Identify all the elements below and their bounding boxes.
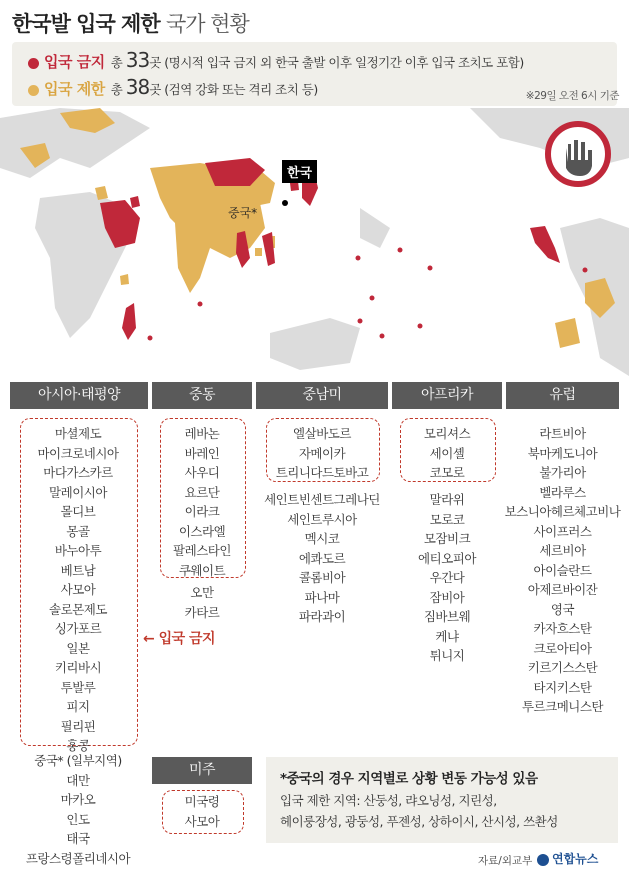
legend-ban: 입국 금지 총 33곳 (명시적 입국 금지 외 한국 출발 이후 일정기간 이후 입국 조치도 포함): [28, 48, 524, 72]
logo-icon: [537, 854, 549, 866]
yonhap-logo: 연합뉴스: [537, 850, 598, 867]
asia-restrict-list: 중국* (일부지역) 대만 마카오 인도 태국 프랑스령폴리네시아: [25, 753, 131, 866]
americas-restrict-list: 세인트빈센트그레나딘 세인트루시아 멕시코 에콰도르 콜롬비아 파나마 파라과이: [264, 492, 380, 624]
china-label: 중국*: [228, 206, 258, 220]
europe-restrict-list: 라트비아 북마케도니아 불가리아 벨라루스 보스니아헤르체고비나 사이프러스 세르비아 아이슬란드 아제르바이잔 영국 카자흐스탄 크로아티아 키르기스스탄 타지키스탄 투르크메니스탄: [504, 426, 621, 714]
ban-dot-icon: [28, 58, 39, 69]
legend-restrict: 입국 제한 총 38곳 (검역 강화 또는 격리 조치 등): [28, 75, 318, 99]
mideast-ban-list: 레바논 바레인 사우디 요르단 이라크 이스라엘 팔레스타인 쿠웨이트: [173, 426, 231, 578]
mideast-restrict-list: 오만 카타르: [184, 585, 220, 620]
korea-label: 한국: [282, 160, 317, 183]
africa-ban-list: 모리셔스 세이셸 코모로: [423, 426, 471, 480]
timestamp-note: ※29일 오전 6시 기준: [525, 90, 619, 102]
usa-ban-list: 미국령 사모아: [184, 794, 220, 829]
region-header-usa: 미주: [152, 757, 252, 784]
restrict-dot-icon: [28, 85, 39, 96]
africa-restrict-list: 말라위 모로코 모잠비크 에티오피아 우간다 잠비아 짐바브웨 케냐 튀니지: [418, 492, 476, 663]
china-note-line2: 헤이룽장성, 광둥성, 푸젠성, 상하이시, 산시성, 쓰촨성: [280, 814, 558, 829]
china-note-line1: 입국 제한 지역: 산둥성, 랴오닝성, 지린성,: [280, 793, 497, 808]
region-header-asia: 아시아·태평양: [10, 382, 148, 409]
asia-ban-list: 마셜제도 마이크로네시아 마다가스카르 말레이시아 몰디브 몽골 바누아투 베트남 사모아 솔로몬제도 싱가포르 일본 키리바시 투발루 피지 필리핀 홍콩: [37, 426, 119, 753]
region-header-europe: 유럽: [506, 382, 619, 409]
korea-marker-icon: [282, 200, 288, 206]
china-note-title: *중국의 경우 지역별로 상황 변동 가능성 있음: [280, 771, 538, 787]
china-note-box: [266, 757, 618, 843]
americas-ban-list: 엘살바도르 자메이카 트리니다드토바고: [275, 426, 369, 480]
page-title: 한국발 입국 제한 국가 현황: [12, 12, 249, 36]
region-header-mideast: 중동: [152, 382, 252, 409]
region-header-africa: 아프리카: [392, 382, 502, 409]
world-map: [0, 108, 629, 376]
ban-arrow-label: ← 입국 금지: [143, 631, 216, 647]
source-credit: 자료/외교부: [478, 855, 533, 867]
region-header-americas: 중남미: [256, 382, 388, 409]
